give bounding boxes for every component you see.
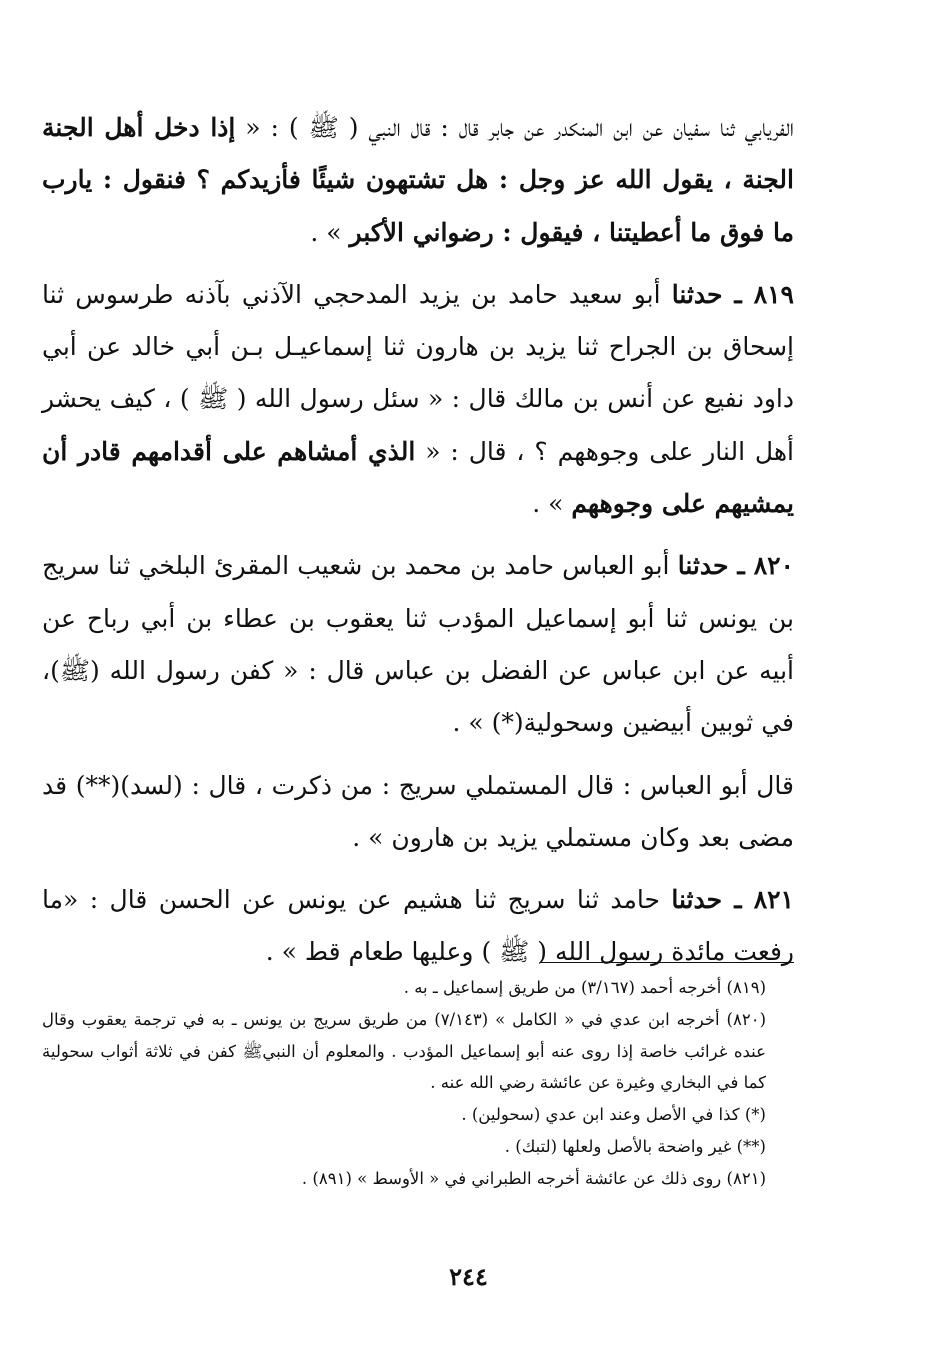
page-number: ٢٤٤ bbox=[449, 1262, 488, 1291]
footnote-821: (٨٢١) روى ذلك عن عائشة أخرجه الطبراني في « الأوسط » (٨٩١) . bbox=[301, 1168, 766, 1188]
main-text bbox=[42, 102, 794, 989]
hadith-number: ٨٢٠ ـ حدثنا bbox=[677, 551, 794, 581]
footnote-819: (٨١٩) أخرجه أحمد (٣/١٦٧) من طريق إسماعيل ـ به . bbox=[403, 978, 766, 997]
footnote-divider bbox=[540, 962, 794, 963]
footnote-820: (٨٢٠) أخرجه ابن عدي في « الكامل » (٧/١٤٣) من طريق سريج بن يونس ـ به في ترجمة يعقوب وقال عنده غرائب خاصة إذا روى عنه أبو إسماعيل المؤدب . والمعلوم أن النبيﷺ كفن في ثلاثة أثواب سحولية كما في البخاري وغيرة عن عائشة رضي الله عنه . bbox=[42, 1009, 767, 1093]
narrator-note: قال أبو العباس : قال المستملي سريج : من ذكرت ، قال : (لسد)(**) قد مضى بعد وكان مستملي يزيد بن هارون » . bbox=[42, 770, 794, 852]
hadith-number: ٨٢١ ـ حدثنا bbox=[671, 885, 794, 915]
footnote-double-star: (**) غير واضحة بالأصل ولعلها (لتبك) . bbox=[504, 1136, 766, 1156]
hadith-821: ٨٢١ ـ حدثنا حامد ثنا سريج ثنا هشيم عن يونس عن الحسن قال : «ما رفعت مائدة رسول الله ( ﷺ ) وعليها طعام قط » . bbox=[42, 885, 794, 967]
hadith-820: ٨٢٠ ـ حدثنا أبو العباس حامد بن محمد بن شعيب المقرئ البلخي ثنا سريج بن يونس ثنا أبو إسماعيل المؤدب ثنا يعقوب بن عطاء بن أبي رباح عن أبيه عن ابن عباس عن الفضل بن عباس قال : « كفن رسول الله (ﷺ)، في ثوبين أبيضين وسحولية(*) » . bbox=[42, 551, 794, 738]
hadith-number: ٨١٩ ـ حدثنا bbox=[671, 279, 794, 309]
hadith-819: ٨١٩ ـ حدثنا أبو سعيد حامد بن يزيد المدحجي الآذني بآذنه طرسوس ثنا إسحاق بن الجراح ثنا يزيد بن هارون ثنا إسماعيـل بـن أبي خالد عن أبي داود نفيع عن أنس بن مالك قال : « سئل رسول الله ( ﷺ ) ، كيف يحشر أهل النار على وجوههم ؟ ، قال : « الذي أمشاهم على أقدامهم قادر أن يمشيهم على وجوههم » . bbox=[42, 279, 794, 519]
paragraph-continuation: الفريابي ثنا سفيان عن ابن المنكدر عن جابر قال : قال النبي ( ﷺ ) : « إذا دخل أهل الجنة الجنة ، يقول الله عز وجل : هل تشتهون شيئًا فأزيدكم ؟ فنقول : يارب ما فوق ما أعطيتنا ، فيقول : رضواني الأكبر » . bbox=[42, 113, 794, 247]
footnote-star: (*) كذا في الأصل وعند ابن عدي (سحولين) . bbox=[461, 1105, 766, 1125]
footnotes bbox=[42, 972, 794, 1195]
